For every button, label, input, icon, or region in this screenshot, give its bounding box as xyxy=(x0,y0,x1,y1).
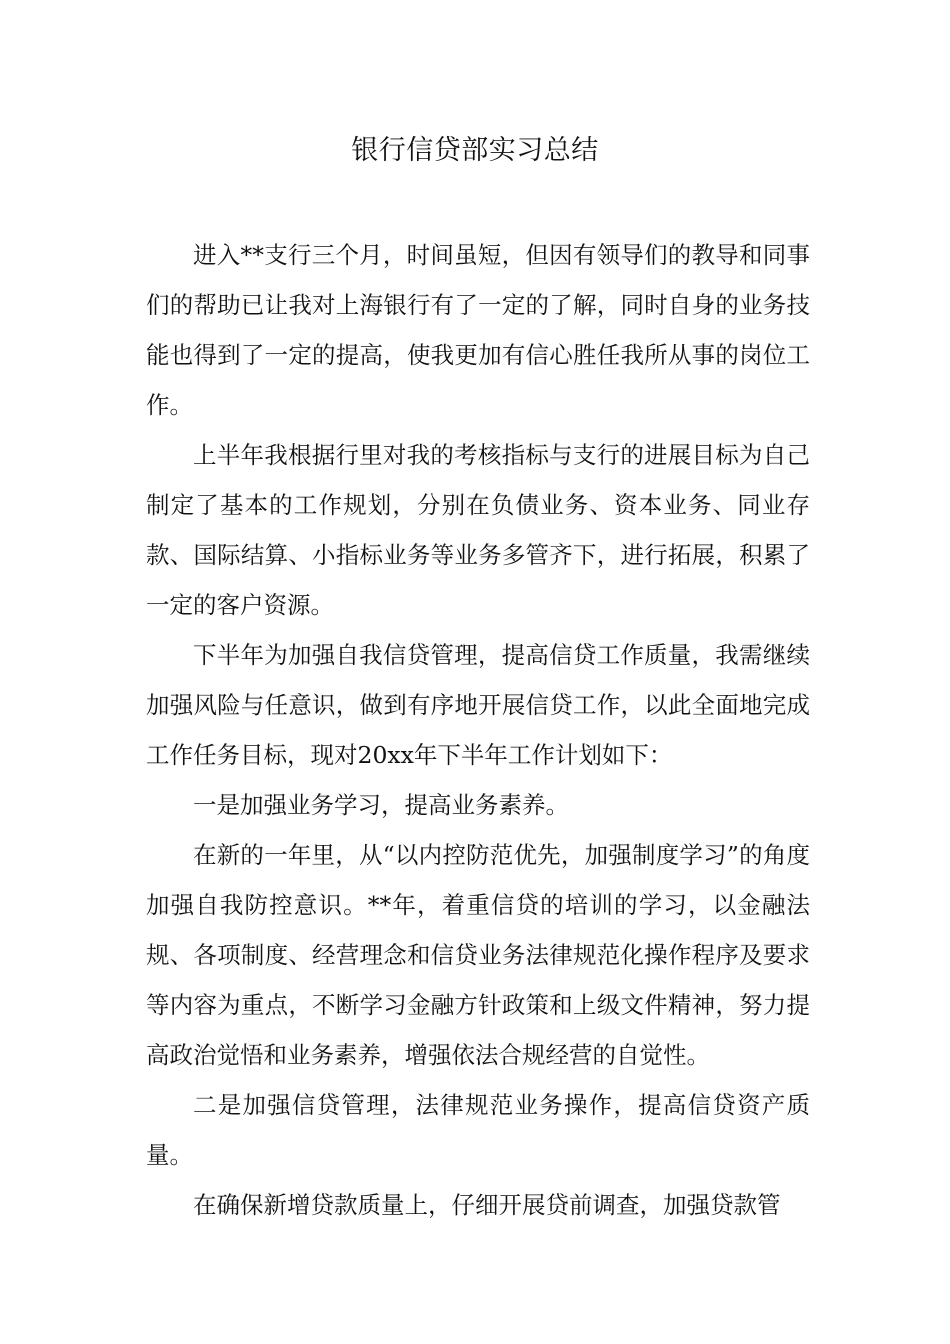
paragraph-4: 一是加强业务学习，提高业务素养。 xyxy=(193,791,569,819)
document-body xyxy=(146,230,810,1230)
paragraph-7: 在确保新增贷款质量上，仔细开展贷前调查，加强贷款管 xyxy=(193,1191,781,1219)
paragraph-6: 二是加强信贷管理，法律规范业务操作，提高信贷资产质量。 xyxy=(146,1091,810,1169)
document-title: 银行信贷部实习总结 xyxy=(351,135,599,166)
paragraph-2: 上半年我根据行里对我的考核指标与支行的进展目标为自己制定了基本的工作规划，分别在负债业务、资本业务、同业存款、国际结算、小指标业务等业务多管齐下，进行拓展，积累了一定的客户资源。 xyxy=(146,441,810,619)
paragraph-1: 进入**支行三个月，时间虽短，但因有领导们的教导和同事们的帮助已让我对上海银行有了一定的了解，同时自身的业务技能也得到了一定的提高，使我更加有信心胜任我所从事的岗位工作。 xyxy=(146,241,810,419)
paragraph-3: 下半年为加强自我信贷管理，提高信贷工作质量，我需继续加强风险与任意识，做到有序地开展信贷工作，以此全面地完成工作任务目标，现对20xx年下半年工作计划如下： xyxy=(146,641,810,769)
paragraph-5: 在新的一年里，从“以内控防范优先，加强制度学习”的角度加强自我防控意识。**年，着重信贷的培训的学习，以金融法规、各项制度、经营理念和信贷业务法律规范化操作程序及要求等内容为重点，不断学习金融方针政策和上级文件精神，努力提高政治觉悟和业务素养，增强依法合规经营的自觉性。 xyxy=(146,841,810,1069)
